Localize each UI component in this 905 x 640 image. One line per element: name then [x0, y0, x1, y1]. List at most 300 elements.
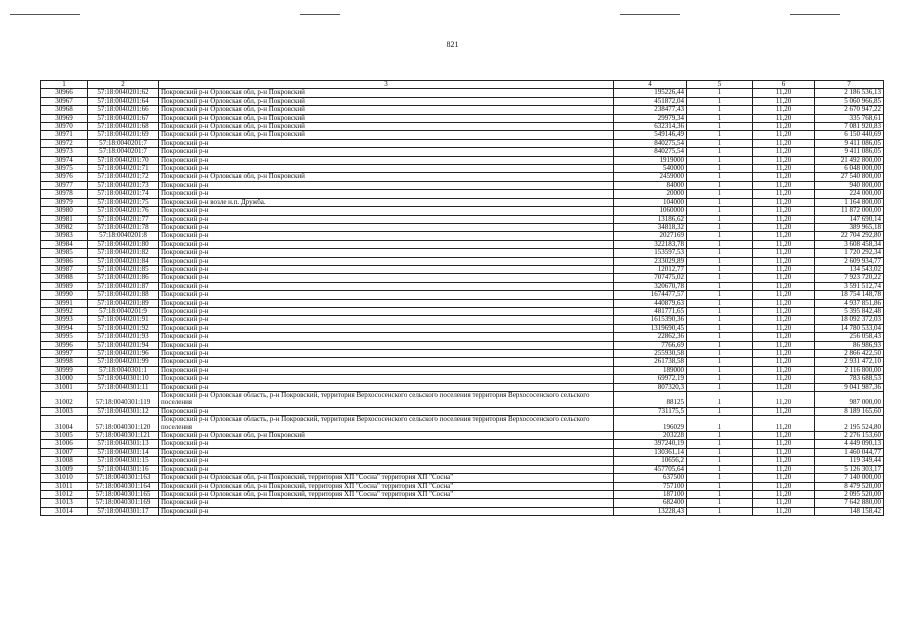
cadastral-number-cell: 57:18:0040301:10 — [88, 375, 159, 383]
area-cell: 12012,77 — [614, 265, 687, 273]
area-cell: 320670,78 — [614, 282, 687, 290]
cadastral-value-cell: 940 800,00 — [815, 181, 884, 189]
register-table — [40, 80, 884, 516]
table-row — [41, 240, 884, 248]
area-cell: 451872,04 — [614, 97, 687, 105]
cadastral-value-cell: 783 688,53 — [815, 375, 884, 383]
table-row — [41, 440, 884, 448]
rate-cell: 11,20 — [753, 392, 815, 408]
rate-cell: 11,20 — [753, 249, 815, 257]
row-number-cell: 31006 — [41, 440, 88, 448]
cadastral-value-cell: 8 479 520,00 — [815, 482, 884, 490]
address-cell: Покровский р-н — [159, 207, 614, 215]
row-number-cell: 30995 — [41, 333, 88, 341]
row-number-cell: 30968 — [41, 106, 88, 114]
table-row — [41, 490, 884, 498]
address-cell: Покровский р-н — [159, 249, 614, 257]
rate-cell: 11,20 — [753, 215, 815, 223]
row-number-cell: 31003 — [41, 407, 88, 415]
count-cell: 1 — [687, 448, 753, 456]
count-cell: 1 — [687, 324, 753, 332]
cadastral-value-cell: 22 704 292,80 — [815, 232, 884, 240]
table-row — [41, 232, 884, 240]
row-number-cell: 31007 — [41, 448, 88, 456]
row-number-cell: 31009 — [41, 465, 88, 473]
cadastral-number-cell: 57:18:0040201:91 — [88, 316, 159, 324]
address-cell: Покровский р-н Орловская обл, р-н Покровский, территория ХП "Сосна" территория ХП "Сосна" — [159, 482, 614, 490]
cadastral-number-cell: 57:18:0040201:92 — [88, 324, 159, 332]
count-cell: 1 — [687, 407, 753, 415]
count-cell: 1 — [687, 131, 753, 139]
cadastral-number-cell: 57:18:0040201:87 — [88, 282, 159, 290]
area-cell: 153597,53 — [614, 249, 687, 257]
rate-cell: 11,20 — [753, 299, 815, 307]
address-cell: Покровский р-н — [159, 274, 614, 282]
cadastral-value-cell: 7 140 000,00 — [815, 474, 884, 482]
address-cell: Покровский р-н — [159, 282, 614, 290]
row-number-cell: 30966 — [41, 89, 88, 97]
cadastral-value-cell: 86 986,93 — [815, 341, 884, 349]
cadastral-value-cell: 8 189 165,60 — [815, 407, 884, 415]
cadastral-value-cell: 2 116 800,00 — [815, 366, 884, 374]
table-row — [41, 324, 884, 332]
area-cell: 84000 — [614, 181, 687, 189]
rate-cell: 11,20 — [753, 341, 815, 349]
cadastral-number-cell: 57:18:0040301:14 — [88, 448, 159, 456]
address-cell: Покровский р-н Орловская обл, р-н Покровский — [159, 432, 614, 440]
rate-cell: 11,20 — [753, 257, 815, 265]
count-cell: 1 — [687, 307, 753, 315]
address-cell: Покровский р-н — [159, 341, 614, 349]
count-cell: 1 — [687, 341, 753, 349]
cadastral-number-cell: 57:18:0040201:72 — [88, 173, 159, 181]
row-number-cell: 31010 — [41, 474, 88, 482]
count-cell: 1 — [687, 257, 753, 265]
cadastral-value-cell: 335 768,61 — [815, 114, 884, 122]
cadastral-value-cell: 5 126 303,17 — [815, 465, 884, 473]
cadastral-number-cell: 57:18:0040201:76 — [88, 207, 159, 215]
count-cell: 1 — [687, 507, 753, 515]
table-row — [41, 333, 884, 341]
count-cell: 1 — [687, 181, 753, 189]
area-cell: 540000 — [614, 165, 687, 173]
address-cell: Покровский р-н — [159, 507, 614, 515]
count-cell: 1 — [687, 432, 753, 440]
table-row — [41, 316, 884, 324]
count-cell: 1 — [687, 316, 753, 324]
area-cell: 1319690,45 — [614, 324, 687, 332]
cadastral-number-cell: 57:18:0040201:69 — [88, 131, 159, 139]
cadastral-value-cell: 5 395 842,48 — [815, 307, 884, 315]
cadastral-value-cell: 2 276 153,60 — [815, 432, 884, 440]
cadastral-number-cell: 57:18:0040201:80 — [88, 240, 159, 248]
rate-cell: 11,20 — [753, 274, 815, 282]
rate-cell: 11,20 — [753, 114, 815, 122]
area-cell: 322183,78 — [614, 240, 687, 248]
address-cell: Покровский р-н — [159, 223, 614, 231]
address-cell: Покровский р-н Орловская обл, р-н Покровский, территория ХП "Сосна" территория ХП "Сосна" — [159, 474, 614, 482]
count-cell: 1 — [687, 358, 753, 366]
area-cell: 807320,3 — [614, 383, 687, 391]
area-cell: 261738,58 — [614, 358, 687, 366]
row-number-cell: 30976 — [41, 173, 88, 181]
row-number-cell: 30967 — [41, 97, 88, 105]
table-row — [41, 207, 884, 215]
area-cell: 397240,19 — [614, 440, 687, 448]
address-cell: Покровский р-н Орловская обл, р-н Покровский — [159, 89, 614, 97]
area-cell: 22862,36 — [614, 333, 687, 341]
row-number-cell: 30991 — [41, 299, 88, 307]
rate-cell: 11,20 — [753, 291, 815, 299]
table-row — [41, 432, 884, 440]
cadastral-value-cell: 2 609 934,77 — [815, 257, 884, 265]
count-cell: 1 — [687, 490, 753, 498]
rate-cell: 11,20 — [753, 282, 815, 290]
cadastral-value-cell: 6 048 000,00 — [815, 165, 884, 173]
cadastral-number-cell: 57:18:0040201:73 — [88, 181, 159, 189]
area-cell: 13228,43 — [614, 507, 687, 515]
rate-cell: 11,20 — [753, 173, 815, 181]
row-number-cell: 30987 — [41, 265, 88, 273]
rate-cell: 11,20 — [753, 375, 815, 383]
row-number-cell: 30979 — [41, 198, 88, 206]
count-cell: 1 — [687, 265, 753, 273]
rate-cell: 11,20 — [753, 139, 815, 147]
area-cell: 104000 — [614, 198, 687, 206]
cadastral-number-cell: 57:18:0040201:88 — [88, 291, 159, 299]
address-cell: Покровский р-н — [159, 190, 614, 198]
count-cell: 1 — [687, 440, 753, 448]
row-number-cell: 31002 — [41, 392, 88, 408]
count-cell: 1 — [687, 106, 753, 114]
column-header: 1 — [41, 81, 88, 89]
cadastral-number-cell: 57:18:0040201:84 — [88, 257, 159, 265]
count-cell: 1 — [687, 215, 753, 223]
area-cell: 731175,5 — [614, 407, 687, 415]
count-cell: 1 — [687, 249, 753, 257]
rate-cell: 11,20 — [753, 232, 815, 240]
count-cell: 1 — [687, 123, 753, 131]
count-cell: 1 — [687, 156, 753, 164]
rate-cell: 11,20 — [753, 165, 815, 173]
cadastral-number-cell: 57:18:0040201:99 — [88, 358, 159, 366]
count-cell: 1 — [687, 165, 753, 173]
cadastral-number-cell: 57:18:0040301:165 — [88, 490, 159, 498]
table-row — [41, 89, 884, 97]
row-number-cell: 30981 — [41, 215, 88, 223]
cadastral-value-cell: 1 460 044,77 — [815, 448, 884, 456]
area-cell: 195226,44 — [614, 89, 687, 97]
row-number-cell: 30997 — [41, 350, 88, 358]
cadastral-value-cell: 1 720 292,34 — [815, 249, 884, 257]
area-cell: 196029 — [614, 416, 687, 432]
table-row — [41, 457, 884, 465]
row-number-cell: 31001 — [41, 383, 88, 391]
table-row — [41, 416, 884, 432]
table-row — [41, 106, 884, 114]
cadastral-number-cell: 57:18:0040201:67 — [88, 114, 159, 122]
count-cell: 1 — [687, 282, 753, 290]
cadastral-number-cell: 57:18:0040201:66 — [88, 106, 159, 114]
row-number-cell: 30984 — [41, 240, 88, 248]
cadastral-number-cell: 57:18:0040201:94 — [88, 341, 159, 349]
table-row — [41, 282, 884, 290]
address-cell: Покровский р-н Орловская обл, р-н Покровский — [159, 173, 614, 181]
cadastral-value-cell: 148 158,42 — [815, 507, 884, 515]
page-number: 821 — [446, 40, 459, 49]
cadastral-number-cell: 57:18:0040201:62 — [88, 89, 159, 97]
address-cell: Покровский р-н Орловская обл, р-н Покровский — [159, 97, 614, 105]
area-cell: 840275,54 — [614, 139, 687, 147]
row-number-cell: 31014 — [41, 507, 88, 515]
table-row — [41, 448, 884, 456]
cadastral-value-cell: 2 186 536,13 — [815, 89, 884, 97]
count-cell: 1 — [687, 139, 753, 147]
cadastral-value-cell: 2 095 520,00 — [815, 490, 884, 498]
table-row — [41, 139, 884, 147]
row-number-cell: 31000 — [41, 375, 88, 383]
row-number-cell: 30999 — [41, 366, 88, 374]
cadastral-number-cell: 57:18:0040201:68 — [88, 123, 159, 131]
cadastral-number-cell: 57:18:0040301:1 — [88, 366, 159, 374]
cadastral-value-cell: 11 872 000,00 — [815, 207, 884, 215]
rate-cell: 11,20 — [753, 307, 815, 315]
row-number-cell: 30996 — [41, 341, 88, 349]
cadastral-number-cell: 57:18:0040301:119 — [88, 392, 159, 408]
count-cell: 1 — [687, 207, 753, 215]
count-cell: 1 — [687, 274, 753, 282]
count-cell: 1 — [687, 198, 753, 206]
rate-cell: 11,20 — [753, 223, 815, 231]
rate-cell: 11,20 — [753, 490, 815, 498]
rate-cell: 11,20 — [753, 465, 815, 473]
row-number-cell: 30989 — [41, 282, 88, 290]
rate-cell: 11,20 — [753, 482, 815, 490]
area-cell: 238477,43 — [614, 106, 687, 114]
area-cell: 549146,49 — [614, 131, 687, 139]
row-number-cell: 30990 — [41, 291, 88, 299]
area-cell: 637500 — [614, 474, 687, 482]
address-cell: Покровский р-н Орловская обл, р-н Покровский — [159, 123, 614, 131]
area-cell: 7766,69 — [614, 341, 687, 349]
address-cell: Покровский р-н Орловская обл, р-н Покровский — [159, 106, 614, 114]
cadastral-number-cell: 57:18:0040301:121 — [88, 432, 159, 440]
cadastral-number-cell: 57:18:0040201:8 — [88, 232, 159, 240]
count-cell: 1 — [687, 499, 753, 507]
area-cell: 1674477,57 — [614, 291, 687, 299]
count-cell: 1 — [687, 375, 753, 383]
cadastral-value-cell: 2 670 947,22 — [815, 106, 884, 114]
area-cell: 20000 — [614, 190, 687, 198]
rate-cell: 11,20 — [753, 440, 815, 448]
cadastral-value-cell: 4 937 851,86 — [815, 299, 884, 307]
cadastral-value-cell: 27 540 800,00 — [815, 173, 884, 181]
row-number-cell: 30970 — [41, 123, 88, 131]
rate-cell: 11,20 — [753, 123, 815, 131]
cadastral-number-cell: 57:18:0040301:16 — [88, 465, 159, 473]
row-number-cell: 30977 — [41, 181, 88, 189]
cadastral-value-cell: 1 164 800,00 — [815, 198, 884, 206]
table-row — [41, 131, 884, 139]
table-row — [41, 97, 884, 105]
table-row — [41, 392, 884, 408]
table-row — [41, 291, 884, 299]
area-cell: 69972,19 — [614, 375, 687, 383]
count-cell: 1 — [687, 416, 753, 432]
area-cell: 189000 — [614, 366, 687, 374]
cadastral-number-cell: 57:18:0040201:7 — [88, 148, 159, 156]
address-cell: Покровский р-н — [159, 307, 614, 315]
column-header: 6 — [753, 81, 815, 89]
row-number-cell: 30974 — [41, 156, 88, 164]
area-cell: 233029,89 — [614, 257, 687, 265]
rate-cell: 11,20 — [753, 240, 815, 248]
rate-cell: 11,20 — [753, 156, 815, 164]
cadastral-value-cell: 7 642 880,00 — [815, 499, 884, 507]
area-cell: 10656,2 — [614, 457, 687, 465]
count-cell: 1 — [687, 457, 753, 465]
table-row — [41, 274, 884, 282]
area-cell: 1060000 — [614, 207, 687, 215]
table-row — [41, 299, 884, 307]
table-row — [41, 358, 884, 366]
cadastral-value-cell: 4 449 090,13 — [815, 440, 884, 448]
rate-cell: 11,20 — [753, 416, 815, 432]
address-cell: Покровский р-н — [159, 499, 614, 507]
cadastral-number-cell: 57:18:0040201:89 — [88, 299, 159, 307]
table-row — [41, 190, 884, 198]
table-row — [41, 499, 884, 507]
table-row — [41, 198, 884, 206]
address-cell: Покровский р-н — [159, 156, 614, 164]
address-cell: Покровский р-н Орловская обл, р-н Покровский — [159, 131, 614, 139]
address-cell: Покровский р-н — [159, 316, 614, 324]
cadastral-number-cell: 57:18:0040201:85 — [88, 265, 159, 273]
cadastral-value-cell: 987 000,00 — [815, 392, 884, 408]
count-cell: 1 — [687, 114, 753, 122]
cadastral-number-cell: 57:18:0040301:17 — [88, 507, 159, 515]
table-row — [41, 507, 884, 515]
row-number-cell: 30992 — [41, 307, 88, 315]
row-number-cell: 30973 — [41, 148, 88, 156]
cadastral-number-cell: 57:18:0040201:75 — [88, 198, 159, 206]
address-cell: Покровский р-н Орловская обл, р-н Покровский — [159, 114, 614, 122]
rate-cell: 11,20 — [753, 181, 815, 189]
table-row — [41, 223, 884, 231]
rate-cell: 11,20 — [753, 366, 815, 374]
cadastral-value-cell: 18 092 372,03 — [815, 316, 884, 324]
table-row — [41, 156, 884, 164]
count-cell: 1 — [687, 240, 753, 248]
rate-cell: 11,20 — [753, 131, 815, 139]
address-cell: Покровский р-н — [159, 265, 614, 273]
cadastral-value-cell: 14 780 533,04 — [815, 324, 884, 332]
table-row — [41, 148, 884, 156]
area-cell: 1919000 — [614, 156, 687, 164]
rate-cell: 11,20 — [753, 148, 815, 156]
row-number-cell: 30969 — [41, 114, 88, 122]
rate-cell: 11,20 — [753, 448, 815, 456]
table-row — [41, 465, 884, 473]
table-row — [41, 407, 884, 415]
row-number-cell: 30985 — [41, 249, 88, 257]
column-header: 5 — [687, 81, 753, 89]
row-number-cell: 30998 — [41, 358, 88, 366]
cadastral-value-cell: 224 000,00 — [815, 190, 884, 198]
area-cell: 481771,65 — [614, 307, 687, 315]
row-number-cell: 30972 — [41, 139, 88, 147]
count-cell: 1 — [687, 350, 753, 358]
table-row — [41, 307, 884, 315]
rate-cell: 11,20 — [753, 97, 815, 105]
area-cell: 757100 — [614, 482, 687, 490]
rate-cell: 11,20 — [753, 407, 815, 415]
address-cell: Покровский р-н — [159, 333, 614, 341]
count-cell: 1 — [687, 291, 753, 299]
area-cell: 187100 — [614, 490, 687, 498]
count-cell: 1 — [687, 366, 753, 374]
table-row — [41, 265, 884, 273]
address-cell: Покровский р-н — [159, 350, 614, 358]
table-row — [41, 366, 884, 374]
address-cell: Покровский р-н — [159, 257, 614, 265]
table-row — [41, 257, 884, 265]
rate-cell: 11,20 — [753, 106, 815, 114]
address-cell: Покровский р-н — [159, 366, 614, 374]
row-number-cell: 31012 — [41, 490, 88, 498]
table-header-row — [41, 81, 884, 89]
cadastral-number-cell: 57:18:0040201:77 — [88, 215, 159, 223]
column-header: 2 — [88, 81, 159, 89]
address-cell: Покровский р-н — [159, 148, 614, 156]
cadastral-value-cell: 7 081 920,83 — [815, 123, 884, 131]
table-row — [41, 482, 884, 490]
cadastral-value-cell: 7 923 720,22 — [815, 274, 884, 282]
rate-cell: 11,20 — [753, 333, 815, 341]
address-cell: Покровский р-н — [159, 448, 614, 456]
column-header: 4 — [614, 81, 687, 89]
area-cell: 2459000 — [614, 173, 687, 181]
area-cell: 2027169 — [614, 232, 687, 240]
cadastral-value-cell: 134 543,02 — [815, 265, 884, 273]
address-cell: Покровский р-н Орловская область, р-н Покровский, территория Верхососенского сельского поселения территория Верхососенского сельского поселения — [159, 416, 614, 432]
cadastral-number-cell: 57:18:0040201:96 — [88, 350, 159, 358]
count-cell: 1 — [687, 190, 753, 198]
rate-cell: 11,20 — [753, 507, 815, 515]
count-cell: 1 — [687, 465, 753, 473]
row-number-cell: 31013 — [41, 499, 88, 507]
table-row — [41, 165, 884, 173]
area-cell: 457705,64 — [614, 465, 687, 473]
count-cell: 1 — [687, 89, 753, 97]
rate-cell: 11,20 — [753, 383, 815, 391]
table-row — [41, 249, 884, 257]
cadastral-value-cell: 9 411 086,05 — [815, 139, 884, 147]
row-number-cell: 31004 — [41, 416, 88, 432]
cadastral-number-cell: 57:18:0040301:12 — [88, 407, 159, 415]
cadastral-number-cell: 57:18:0040301:163 — [88, 474, 159, 482]
cadastral-number-cell: 57:18:0040201:71 — [88, 165, 159, 173]
area-cell: 29979,34 — [614, 114, 687, 122]
rate-cell: 11,20 — [753, 324, 815, 332]
cadastral-number-cell: 57:18:0040301:169 — [88, 499, 159, 507]
row-number-cell: 30980 — [41, 207, 88, 215]
cadastral-number-cell: 57:18:0040201:64 — [88, 97, 159, 105]
area-cell: 707475,02 — [614, 274, 687, 282]
cadastral-value-cell: 119 349,44 — [815, 457, 884, 465]
row-number-cell: 30971 — [41, 131, 88, 139]
area-cell: 1615390,36 — [614, 316, 687, 324]
